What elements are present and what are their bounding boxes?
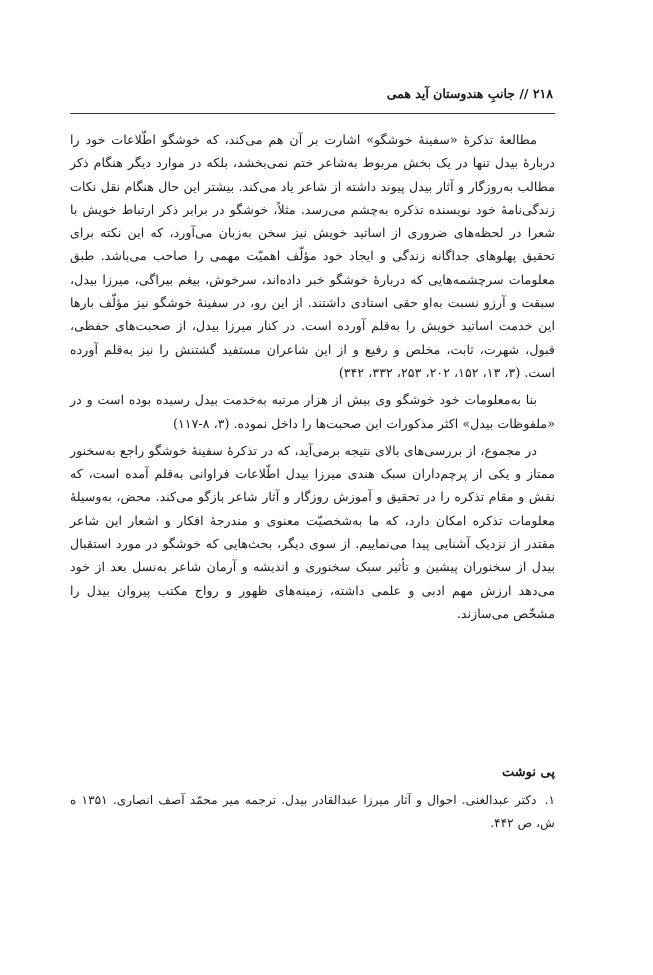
paragraph: بنا به‌معلومات خود خوشگو وی بیش از هزار مرتبه به‌خدمت بیدل رسیده بوده است و در «ملفوظات بیدل» اکثر مذکورات این صحبت‌ها را داخل نموده. (۳، ۸-۱۱۷) (70, 392, 555, 431)
running-header (70, 86, 553, 108)
footnote-text: دکتر عبدالغنی. احوال و آثار میرزا عبدالقادر بیدل. ترجمه میر محمّد آصف انصاری. ۱۳۵۱ ه ش، ص ۴۴۲. (70, 793, 555, 830)
paragraph: در مجموع، از بررسی‌های بالای نتیجه برمی‌آید، که در تذکرۀ سفینۀ خوشگو راجع به‌سخنور ممتاز و یکی از پرچم‌داران سبک هندی میرزا بیدل اطّلاعات فراوانی به‌قلم آمده است، که نقش و مقام تذکره را در تحقیق و آموزش روزگار و آثار شاعر بازگو می‌کند. محض، به‌وسیلۀ معلومات تذکره امکان دارد، که ما به‌شخصیّت معنوی و مندرجۀ افکار و اشعار این شاعر مقتدر از نزدیک آشنایی پیدا می‌نماییم. از سوی دیگر، بحث‌هایی که خوشگو در مورد استقبال بیدل از سخنوران پیشین و تأثیر سبک سخنوری و اندیشه و آرمان شاعر به‌نسل بعد از خود می‌دهد ارزش مهم ادبی و علمی داشته، زمینه‌های ظهور و رواج مکتب پیروان بیدل را مشخّص می‌سازند. (70, 442, 555, 621)
footnote (70, 789, 555, 835)
header-rule (70, 113, 555, 114)
header-text: ۲۱۸ // جانبِ هندوستان آید همی (386, 86, 553, 101)
notes-heading: پی نوشت (502, 765, 555, 780)
main-text (70, 128, 555, 629)
paragraph: مطالعۀ تذکرۀ «سفینۀ خوشگو» اشارت بر آن هم می‌کند، که خوشگو اطّلاعات خود را دربارۀ بیدل تنها در یک بخش مربوط به‌شاعر ختم نمی‌بخشد، بلکه در موارد دیگر هنگام ذکر مطالب به‌روزگار و آثار بیدل پیوند داشته از شاعر یاد می‌کند. بیشتر این حال هنگام نقل نکات زندگی‌نامۀ خود نویسنده تذکره به‌چشم می‌رسد. مثلاً، خوشگو در برابر ذکر ارتباط خویش با شعرا در لحظه‌های ضروری از اساتید خویش نیز سخن به‌زبان می‌آورد، که این نکته برای تحقیق پهلوهای جداگانه زندگی و ایجاد خود مؤلّف اهمیّت مهمی را صاحب می‌باشد. طبق معلومات سرچشمه‌هایی که دربارۀ خوشگو خبر داده‌اند، سرخوش، بیغم بیراگی، میرزا بیدل، سبقت و آرزو نسبت به‌او حقی استادی داشتند. از این رو، در سفینۀ خوشگو نیز مؤلّف بارها این خدمت اساتید خویش را به‌قلم آورده است. در کنار میرزا بیدل، از صحبت‌های حفظی، قبول، شهرت، ثابت، مخلص و رفیع و از این شاعران مستفید گشتنش را نیز به‌قلم آورده است. (۳، ۱۳، ۱۵۲، ۲۰۲، ۲۵۳، ۳۳۲، ۳۴۲) (70, 132, 555, 380)
footnote-number: ۱. (544, 793, 556, 807)
